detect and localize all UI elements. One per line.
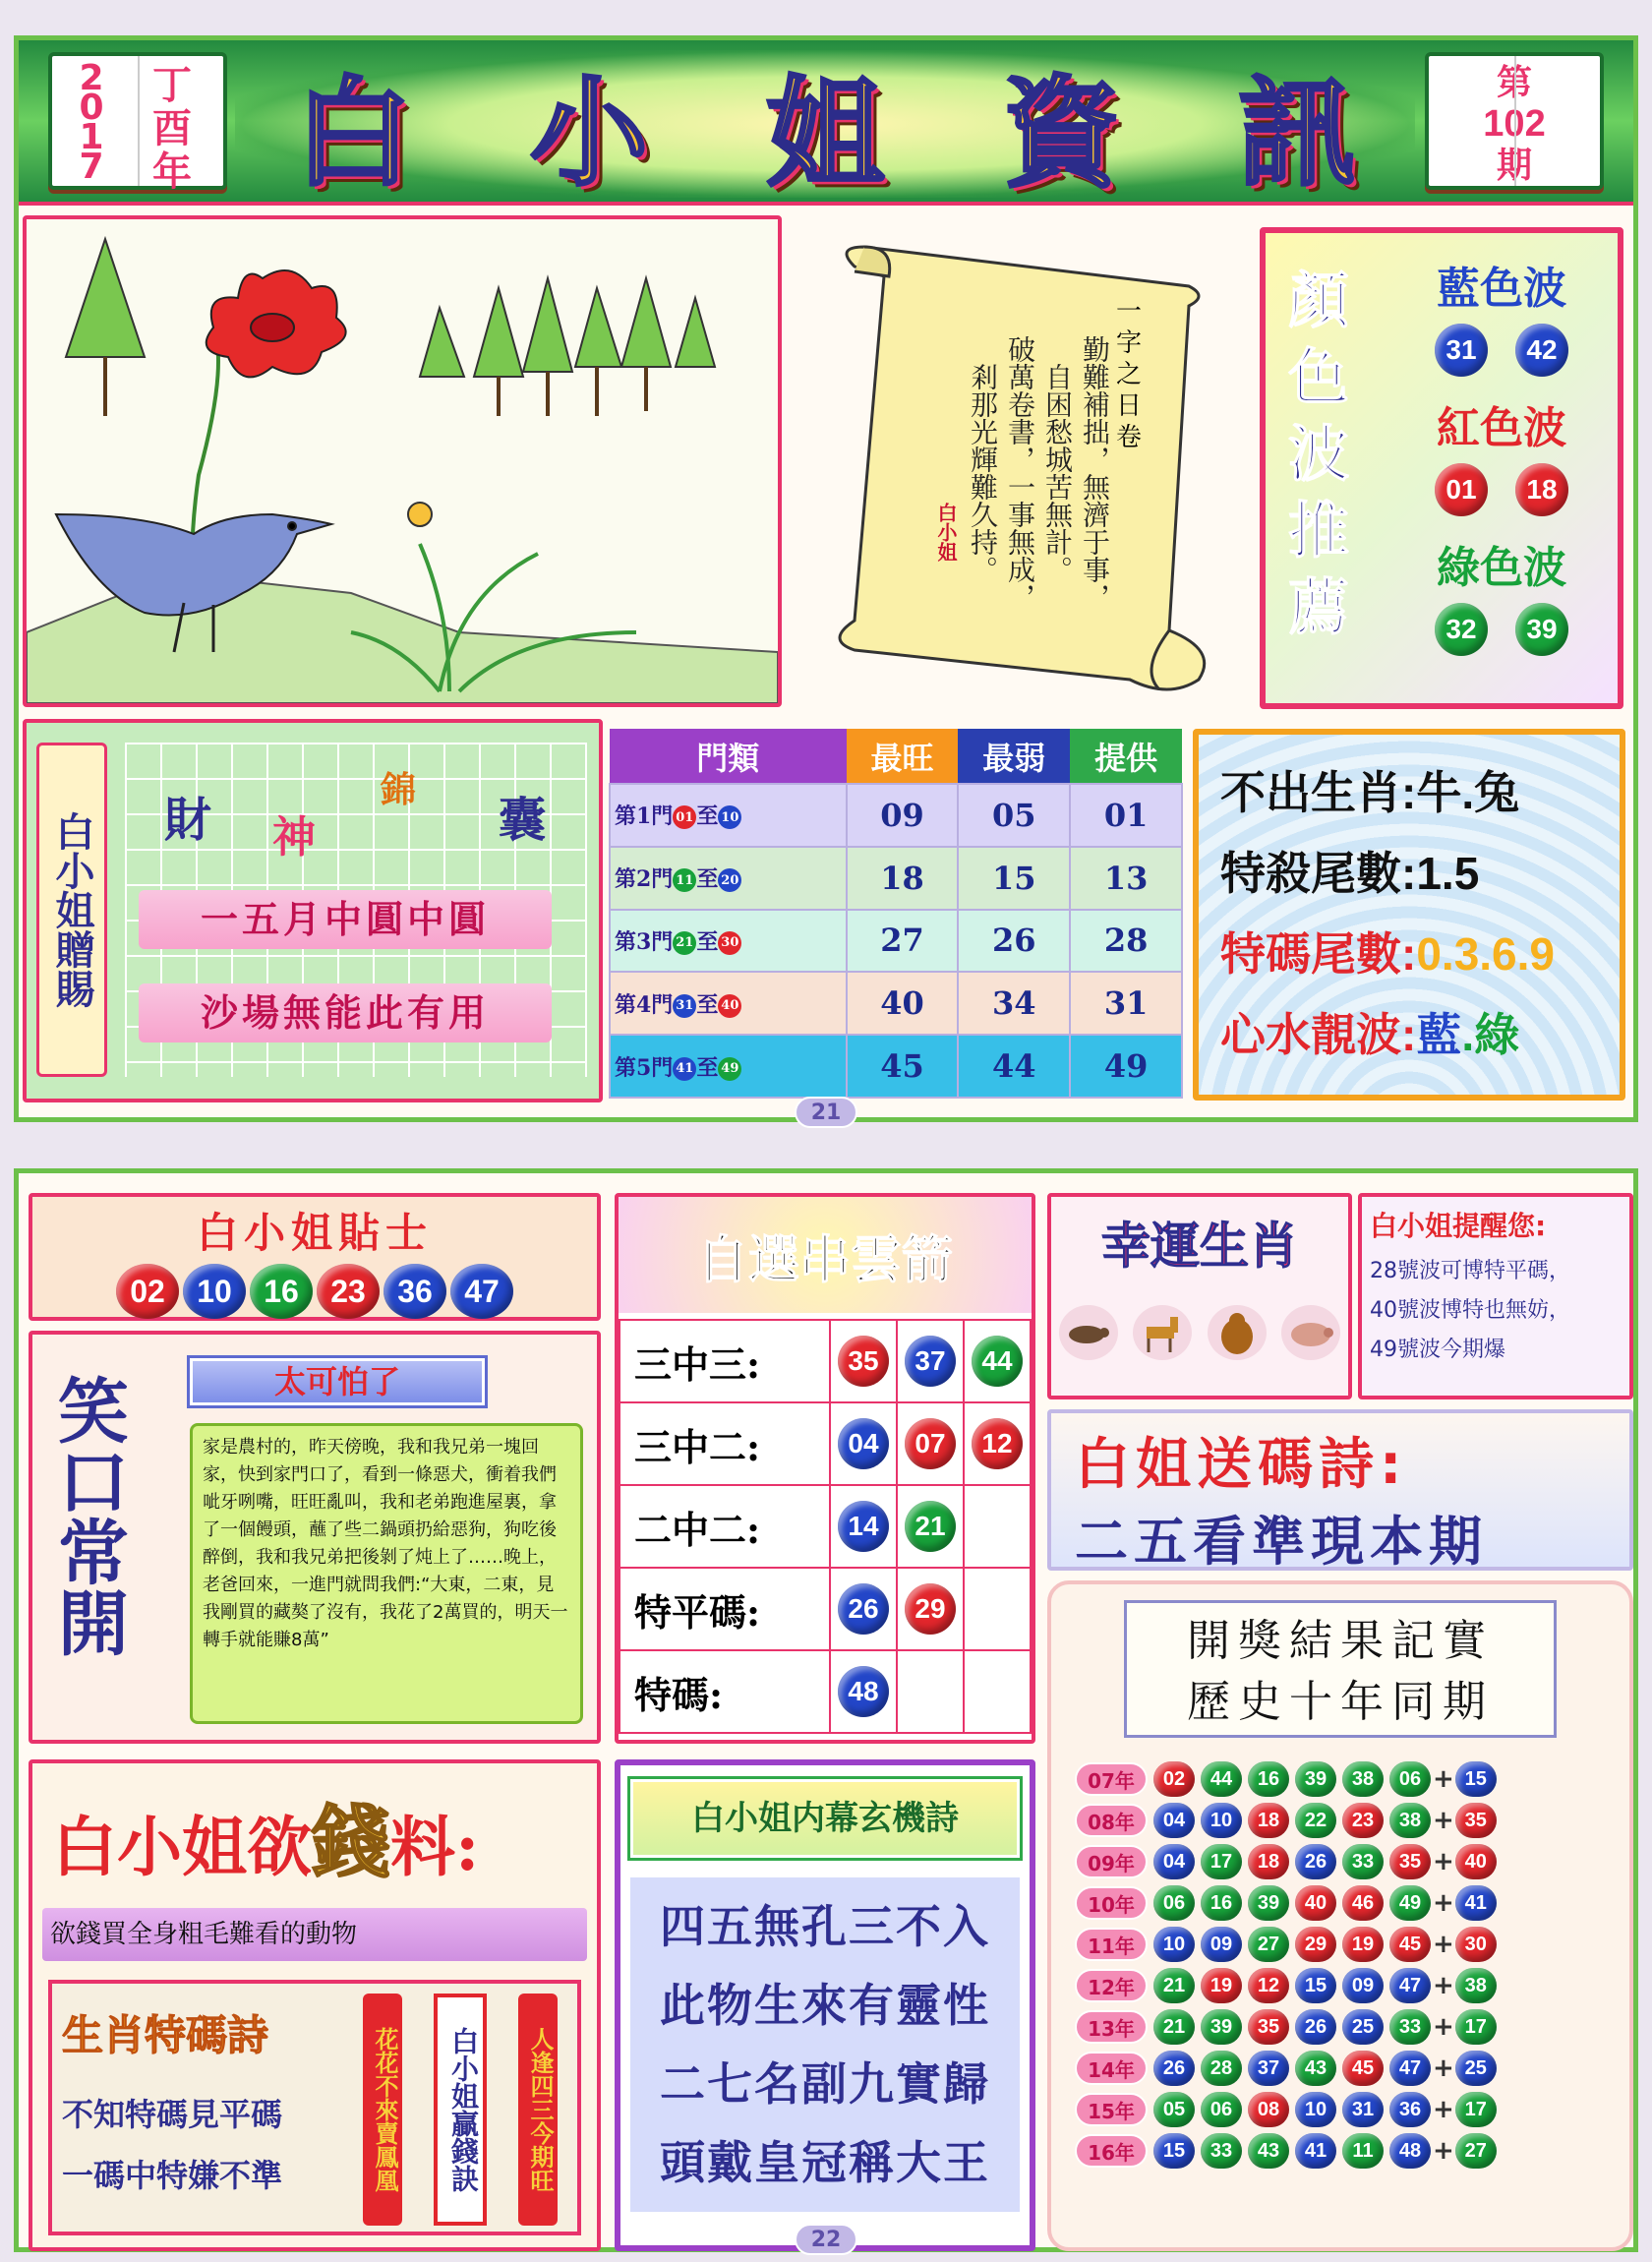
history-plus: + [1433, 1971, 1454, 2000]
door-header: 提供 [1070, 729, 1182, 784]
door-header: 門類 [610, 729, 847, 784]
page-title [235, 50, 1415, 203]
history-year: 08年 [1075, 1804, 1148, 1837]
door-name: 第4門 [615, 991, 674, 1018]
green-wave-ball: 39 [1515, 603, 1568, 656]
table-row [620, 1320, 1031, 1402]
money-title-c: 料: [390, 1809, 480, 1885]
door-max: 18 [847, 847, 959, 910]
tipster-ball: 47 [450, 1264, 513, 1319]
tip-key: 特碼尾數: [1220, 928, 1417, 980]
door-max: 27 [847, 910, 959, 973]
table-row [610, 784, 1182, 847]
history-year: 11年 [1075, 1928, 1148, 1961]
tip-value-blue: 藍 [1416, 1009, 1462, 1060]
red-wave-ball: 01 [1435, 463, 1488, 516]
history-year: 10年 [1075, 1886, 1148, 1920]
pig-icon [1279, 1301, 1342, 1364]
door-max: 45 [847, 1035, 959, 1098]
red-wave-ball: 18 [1515, 463, 1568, 516]
scroll-line: 剎那光輝難久持。 [967, 363, 999, 583]
door-end-ball: 30 [718, 931, 741, 955]
poem-panel [1047, 1409, 1633, 1571]
tip-key: 特殺尾數: [1220, 848, 1417, 899]
history-year: 07年 [1075, 1762, 1148, 1796]
zodiac-poem-line: 不知特碼見平碼 [62, 2096, 283, 2133]
history-ball: 22 [1295, 1803, 1336, 1838]
joke-side-title: 笑口常開 [46, 1374, 130, 1657]
history-ball: 35 [1389, 1844, 1431, 1879]
joke-banner: 太可怕了 [190, 1358, 485, 1405]
curtain-title: 白小姐内幕玄機詩 [630, 1779, 1020, 1858]
green-wave-ball: 32 [1435, 603, 1488, 656]
arrow-label: 三中二: [620, 1402, 830, 1485]
arrow-ball: 48 [838, 1666, 889, 1717]
arrow-ball: 07 [905, 1418, 956, 1469]
couplet-left: 花花不來賣鳳凰 [363, 1994, 402, 2226]
table-row [620, 1650, 1031, 1733]
title-char: 姐 [766, 64, 884, 203]
curtain-line: 二七名副九實歸 [660, 2057, 990, 2111]
arrow-panel [615, 1193, 1035, 1744]
door-give: 31 [1070, 972, 1182, 1035]
history-ball: 10 [1201, 1803, 1242, 1838]
joke-text: 家是農村的，昨天傍晚，我和我兄弟一塊回家，快到家門口了，看到一條惡犬，衝着我們呲牙咧嘴，旺旺亂叫，我和老弟跑進屋裏，拿了一個饅頭，蘸了些二鍋頭扔給惡狗，狗吃後醉倒，我和我兄弟把後剝了炖上了……晚上，老爸回來，一進門就問我們:“大東，二東，見我剛買的藏獒了沒有，我花了2萬買的，明天一轉手就能賺8萬” [190, 1423, 583, 1724]
history-ball: 33 [1389, 2009, 1431, 2045]
history-year: 12年 [1075, 1969, 1148, 2002]
history-row [1075, 1966, 1629, 2005]
door-min: 34 [958, 972, 1070, 1035]
history-year: 13年 [1075, 2010, 1148, 2044]
history-ball: 26 [1295, 2009, 1336, 2045]
color-wave-title: 顏色波推薦 [1287, 265, 1349, 643]
gift-char: 財 [164, 793, 212, 848]
gift-side-title [36, 743, 107, 1077]
arrow-ball: 21 [905, 1501, 956, 1552]
scroll-line: 破萬卷書，一事無成， [1004, 335, 1036, 611]
history-special-ball: 25 [1455, 2051, 1497, 2086]
arrow-title: 自選串雲箭 [619, 1197, 1032, 1313]
history-ball: 33 [1201, 2133, 1242, 2169]
history-plus: + [1433, 2054, 1454, 2083]
lucky-zodiac-panel [1047, 1193, 1352, 1399]
title-char: 訊 [1238, 64, 1356, 203]
history-plus: + [1433, 2095, 1454, 2124]
year-text: 2017 [79, 58, 104, 187]
tips-panel [1193, 729, 1625, 1101]
horse-icon [1131, 1301, 1194, 1364]
history-ball: 33 [1342, 1844, 1384, 1879]
door-min: 15 [958, 847, 1070, 910]
illustration-panel [23, 215, 782, 707]
history-ball: 28 [1201, 2051, 1242, 2086]
history-ball: 40 [1295, 1885, 1336, 1921]
history-special-ball: 35 [1455, 1803, 1497, 1838]
history-ball: 17 [1201, 1844, 1242, 1879]
table-row [620, 1568, 1031, 1650]
history-ball: 48 [1389, 2133, 1431, 2169]
reminder-line: 40號波博特也無妨， [1370, 1298, 1570, 1323]
door-name: 第2門 [615, 866, 674, 893]
history-special-ball: 15 [1455, 1761, 1497, 1797]
arrow-ball: 26 [838, 1583, 889, 1635]
history-ball: 44 [1201, 1761, 1242, 1797]
page-21 [14, 35, 1638, 1125]
history-year: 14年 [1075, 2052, 1148, 2085]
history-year: 15年 [1075, 2093, 1148, 2126]
door-start-ball: 31 [673, 994, 696, 1018]
history-special-ball: 27 [1455, 2133, 1497, 2169]
history-row [1075, 2049, 1629, 2088]
history-ball: 19 [1201, 1968, 1242, 2003]
history-ball: 23 [1342, 1803, 1384, 1838]
tipster-ball: 36 [384, 1264, 446, 1319]
lucky-title: 幸運生肖 [1101, 1217, 1298, 1275]
reminder-title: 白小姐提醒您: [1370, 1210, 1547, 1242]
history-ball: 29 [1295, 1927, 1336, 1962]
tip-key: 不出生肖: [1220, 767, 1417, 818]
door-to: 至 [696, 1054, 719, 1081]
history-ball: 04 [1153, 1844, 1195, 1879]
history-ball: 18 [1248, 1844, 1289, 1879]
history-ball: 16 [1248, 1761, 1289, 1797]
door-start-ball: 41 [673, 1057, 696, 1081]
history-plus: + [1433, 1806, 1454, 1835]
door-header: 最弱 [958, 729, 1070, 784]
history-ball: 25 [1342, 2009, 1384, 2045]
history-ball: 39 [1201, 2009, 1242, 2045]
history-title-1: 開獎結果記實 [1187, 1616, 1494, 1666]
money-title-a: 白小姐欲 [52, 1809, 312, 1885]
door-start-ball: 01 [673, 805, 696, 829]
history-row [1075, 1759, 1629, 1799]
zodiac-poem-line: 一碼中特嫌不準 [62, 2157, 283, 2194]
joke-panel [29, 1331, 601, 1744]
door-min: 05 [958, 784, 1070, 847]
history-special-ball: 30 [1455, 1927, 1497, 1962]
tipster-ball: 23 [317, 1264, 380, 1319]
history-title [1124, 1600, 1557, 1738]
red-wave-label: 紅色波 [1437, 403, 1566, 453]
history-ball: 38 [1389, 1803, 1431, 1838]
issue-prefix: 第 [1496, 62, 1532, 103]
page-number: 22 [795, 2224, 857, 2255]
table-row [620, 1485, 1031, 1568]
tip-value: 0.3.6.9 [1416, 928, 1556, 980]
green-wave-label: 綠色波 [1437, 543, 1566, 593]
door-give: 01 [1070, 784, 1182, 847]
gift-line-2: 沙場無能此有用 [139, 983, 552, 1042]
door-min: 26 [958, 910, 1070, 973]
history-ball: 49 [1389, 1885, 1431, 1921]
history-special-ball: 38 [1455, 1968, 1497, 2003]
history-ball: 26 [1295, 1844, 1336, 1879]
arrow-ball: 44 [972, 1336, 1023, 1387]
rat-icon [1057, 1301, 1120, 1364]
door-start-ball: 21 [673, 931, 696, 955]
history-ball: 15 [1295, 1968, 1336, 2003]
door-end-ball: 40 [718, 994, 741, 1018]
door-min: 44 [958, 1035, 1070, 1098]
door-end-ball: 20 [718, 868, 741, 892]
history-plus: + [1433, 1764, 1454, 1794]
gift-side-text: 白小姐贈賜 [49, 811, 95, 1008]
arrow-label: 二中二: [620, 1485, 830, 1568]
issue-number: 102 [1483, 103, 1546, 145]
poem-title: 白姐送碼詩: [1075, 1433, 1408, 1497]
history-ball: 09 [1342, 1968, 1384, 2003]
history-ball: 39 [1248, 1885, 1289, 1921]
history-special-ball: 41 [1455, 1885, 1497, 1921]
table-row [610, 1035, 1182, 1098]
history-special-ball: 40 [1455, 1844, 1497, 1879]
history-ball: 12 [1248, 1968, 1289, 2003]
title-char: 小 [530, 64, 648, 203]
scroll-line: 自困愁城苦無計。 [1041, 363, 1074, 583]
blue-wave-ball: 42 [1515, 324, 1568, 377]
history-ball: 47 [1389, 1968, 1431, 2003]
tipster-title: 白小姐貼士 [196, 1209, 433, 1257]
tip-key: 心水靚波: [1220, 1009, 1417, 1060]
tip-value-green: .綠 [1461, 1009, 1520, 1060]
couplet-right: 人逢四三今期旺 [518, 1994, 558, 2226]
arrow-ball: 04 [838, 1418, 889, 1469]
history-ball: 18 [1248, 1803, 1289, 1838]
tip-value: 牛.兔 [1416, 767, 1520, 818]
history-ball: 09 [1201, 1927, 1242, 1962]
history-ball: 36 [1389, 2092, 1431, 2127]
reminder-line: 28號波可博特平碼， [1370, 1259, 1570, 1283]
door-give: 13 [1070, 847, 1182, 910]
history-ball: 06 [1153, 1885, 1195, 1921]
history-ball: 43 [1248, 2133, 1289, 2169]
gift-panel [23, 719, 603, 1102]
history-ball: 27 [1248, 1927, 1289, 1962]
money-title-b: 錢 [312, 1796, 390, 1888]
tipster-ball: 02 [116, 1264, 179, 1319]
history-special-ball: 17 [1455, 2009, 1497, 2045]
history-ball: 26 [1153, 2051, 1195, 2086]
monkey-icon [1206, 1301, 1268, 1364]
history-ball: 15 [1153, 2133, 1195, 2169]
door-table [609, 729, 1183, 1099]
curtain-line: 此物生來有靈性 [660, 1979, 990, 2032]
scroll-panel [796, 237, 1248, 699]
history-plus: + [1433, 2012, 1454, 2042]
history-row [1075, 1883, 1629, 1923]
tipster-ball: 10 [183, 1264, 246, 1319]
history-ball: 45 [1342, 2051, 1384, 2086]
door-end-ball: 49 [718, 1057, 741, 1081]
year-book [48, 52, 227, 195]
history-ball: 37 [1248, 2051, 1289, 2086]
history-row [1075, 2007, 1629, 2047]
history-ball: 21 [1153, 2009, 1195, 2045]
history-row [1075, 2131, 1629, 2171]
history-title-2: 歷史十年同期 [1187, 1677, 1494, 1727]
color-wave-panel [1260, 227, 1623, 709]
history-row [1075, 1925, 1629, 1964]
door-header: 最旺 [847, 729, 959, 784]
arrow-label: 特平碼: [620, 1568, 830, 1650]
history-ball: 47 [1389, 2051, 1431, 2086]
history-plus: + [1433, 1930, 1454, 1959]
issue-book [1425, 52, 1604, 190]
arrow-label: 特碼: [620, 1650, 830, 1733]
history-ball: 10 [1153, 1927, 1195, 1962]
reminder-panel [1358, 1193, 1633, 1399]
history-ball: 31 [1342, 2092, 1384, 2127]
history-panel [1047, 1580, 1633, 2251]
door-to: 至 [696, 928, 719, 955]
door-end-ball: 10 [718, 805, 741, 829]
door-start-ball: 11 [673, 868, 696, 892]
history-ball: 19 [1342, 1927, 1384, 1962]
masthead [19, 40, 1633, 206]
money-riddle: 欲錢買全身粗毛難看的動物 [42, 1908, 587, 1961]
history-ball: 04 [1153, 1803, 1195, 1838]
door-max: 09 [847, 784, 959, 847]
zodiac-poem-title: 生肖特碼詩 [62, 2011, 269, 2059]
curtain-line: 頭戴皇冠稱大王 [660, 2136, 990, 2189]
history-ball: 16 [1201, 1885, 1242, 1921]
history-ball: 39 [1295, 1761, 1336, 1797]
arrow-grid [619, 1319, 1032, 1734]
blue-wave-ball: 31 [1435, 324, 1488, 377]
history-ball: 41 [1295, 2133, 1336, 2169]
history-year: 09年 [1075, 1845, 1148, 1878]
door-to: 至 [696, 804, 719, 830]
page-22 [14, 1168, 1638, 2252]
history-plus: + [1433, 2136, 1454, 2166]
history-plus: + [1433, 1888, 1454, 1918]
history-row [1075, 1842, 1629, 1881]
tipster-ball: 16 [250, 1264, 313, 1319]
door-name: 第3門 [615, 928, 674, 955]
poem-line: 二五看準現本期 [1075, 1511, 1488, 1573]
history-ball: 38 [1342, 1761, 1384, 1797]
history-ball: 11 [1342, 2133, 1384, 2169]
gift-char: 囊 [499, 793, 547, 848]
door-give: 49 [1070, 1035, 1182, 1098]
tip-value: 1.5 [1416, 848, 1480, 899]
gift-line-1: 一五月中圓中圓 [139, 890, 552, 949]
arrow-ball: 12 [972, 1418, 1023, 1469]
door-name: 第1門 [615, 804, 674, 830]
table-row [620, 1402, 1031, 1485]
history-special-ball: 17 [1455, 2092, 1497, 2127]
page-number: 21 [795, 1097, 857, 1128]
door-give: 28 [1070, 910, 1182, 973]
scroll-title: 一字之日卷 [1116, 297, 1143, 452]
history-rows [1075, 1759, 1629, 2171]
scroll-sign: 白小姐 [934, 503, 958, 562]
history-ball: 35 [1248, 2009, 1289, 2045]
door-max: 40 [847, 972, 959, 1035]
blue-wave-label: 藍色波 [1437, 264, 1566, 314]
history-ball: 43 [1295, 2051, 1336, 2086]
history-ball: 05 [1153, 2092, 1195, 2127]
history-row [1075, 2090, 1629, 2129]
table-row [610, 847, 1182, 910]
arrow-ball: 37 [905, 1336, 956, 1387]
arrow-label: 三中三: [620, 1320, 830, 1402]
arrow-ball: 35 [838, 1336, 889, 1387]
table-row [610, 972, 1182, 1035]
tipster-panel [29, 1193, 601, 1321]
history-ball: 45 [1389, 1927, 1431, 1962]
history-ball: 10 [1295, 2092, 1336, 2127]
door-to: 至 [696, 866, 719, 893]
gift-char: 神 [272, 812, 316, 863]
gift-char: 錦 [381, 770, 417, 810]
door-name: 第5門 [615, 1054, 674, 1081]
curtain-panel [615, 1759, 1035, 2251]
arrow-ball: 29 [905, 1583, 956, 1635]
history-ball: 46 [1342, 1885, 1384, 1921]
money-panel [29, 1759, 601, 2251]
couplet-center: 白小姐贏錢訣 [434, 1994, 487, 2226]
title-char: 白 [294, 64, 412, 203]
door-to: 至 [696, 991, 719, 1018]
table-row [610, 910, 1182, 973]
history-ball: 08 [1248, 2092, 1289, 2127]
curtain-line: 四五無孔三不入 [660, 1900, 990, 1953]
zodiac-year: 丁酉年 [152, 62, 192, 195]
history-year: 16年 [1075, 2134, 1148, 2168]
title-char: 資 [1002, 64, 1120, 203]
history-ball: 06 [1201, 2092, 1242, 2127]
history-ball: 21 [1153, 1968, 1195, 2003]
scroll-line: 勤難補拙，無濟于事， [1079, 335, 1111, 611]
history-ball: 06 [1389, 1761, 1431, 1797]
reminder-line: 49號波今期爆 [1370, 1338, 1505, 1362]
arrow-ball: 14 [838, 1501, 889, 1552]
money-title [52, 1779, 597, 1892]
history-row [1075, 1801, 1629, 1840]
issue-suffix: 期 [1496, 145, 1532, 186]
history-plus: + [1433, 1847, 1454, 1876]
bird-flower-illustration [27, 219, 778, 703]
history-ball: 02 [1153, 1761, 1195, 1797]
